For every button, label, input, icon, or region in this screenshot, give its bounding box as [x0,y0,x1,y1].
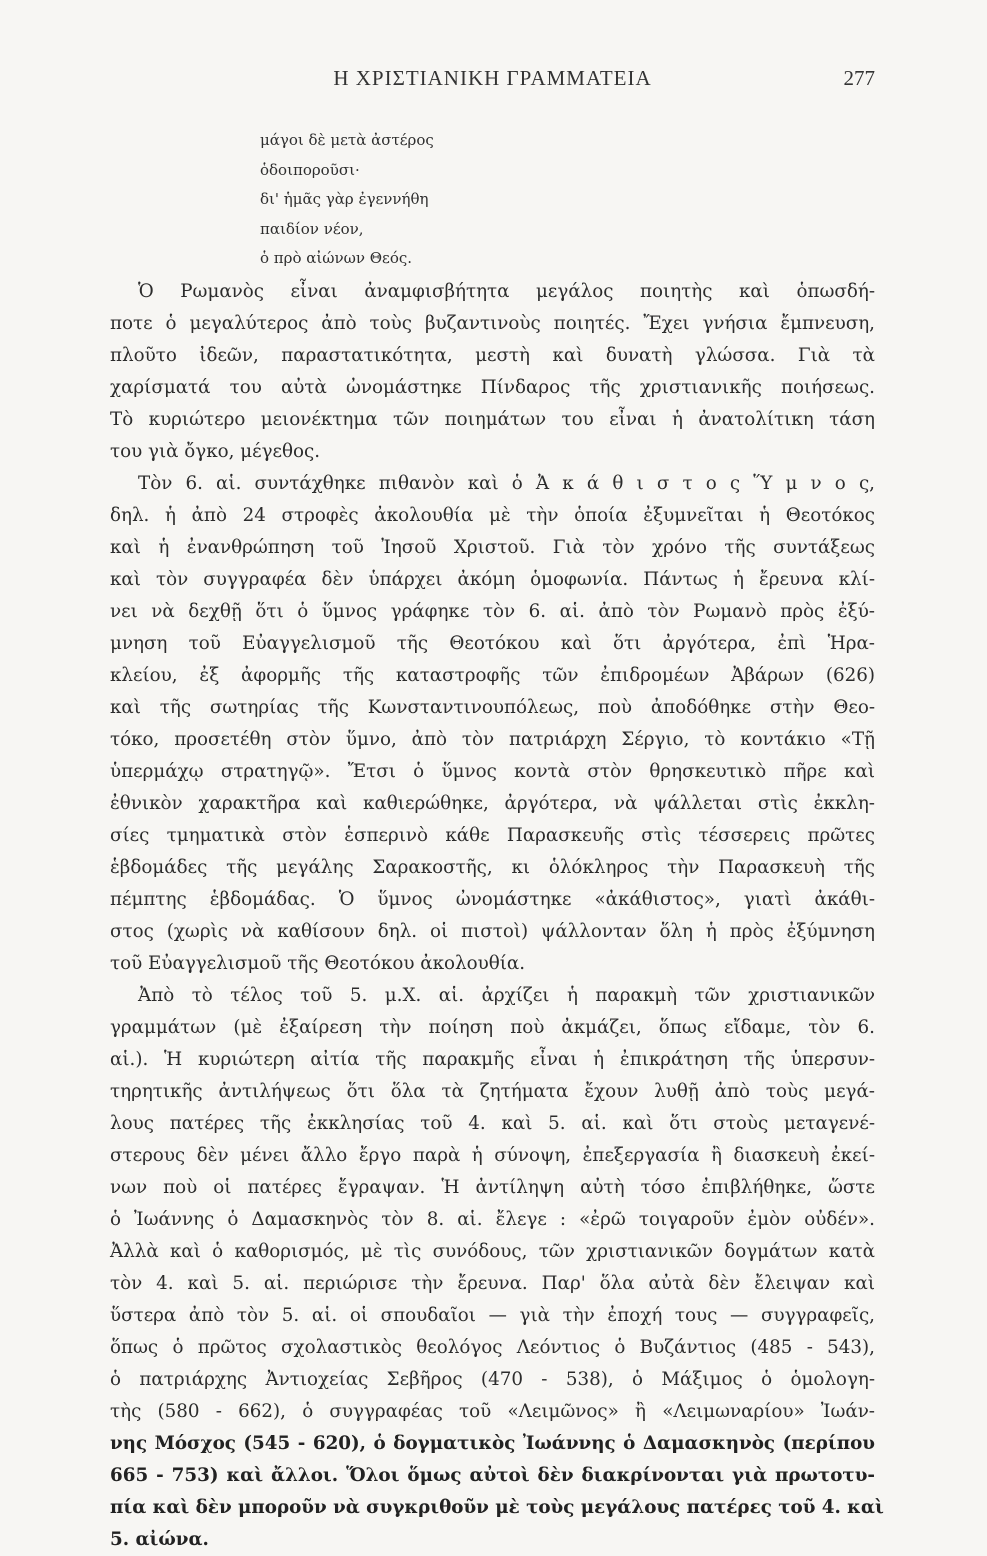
text-line: ὁ Ἰωάννης ὁ Δαμασκηνὸς τὸν 8. αἱ. ἔλεγε : «ἐρῶ τοιγαροῦν ἐμὸν οὐδέν». [110,1209,875,1230]
text-line: του γιὰ ὄγκο, μέγεθος. [110,441,321,462]
poem-line: παιδίον νέον, [260,219,364,238]
text-line: ὁ πατριάρχης Ἀντιοχείας Σεβῆρος (470 - 538), ὁ Μάξιμος ὁ ὁμολογη- [110,1369,875,1390]
text-line: ὕστερα ἀπὸ τὸν 5. αἱ. οἱ σπουδαῖοι — γιὰ τὴν ἐποχή τους — συγγραφεῖς, [110,1305,875,1326]
page-number: 277 [843,66,875,90]
text-line: νων ποὺ οἱ πατέρες ἔγραψαν. Ἡ ἀντίληψη αὐτὴ τόσο ἐπιβλήθηκε, ὥστε [110,1177,875,1198]
text-line: Ἀπὸ τὸ τέλος τοῦ 5. μ.Χ. αἱ. ἀρχίζει ἡ παρακμὴ τῶν χριστιανικῶν [138,985,875,1006]
poem-line: ὁδοιποροῦσι· [260,160,360,179]
text-line: σίες τμηματικὰ στὸν ἑσπερινὸ κάθε Παρασκευῆς στὶς τέσσερεις πρῶτες [110,825,875,846]
text-line: νει νὰ δεχθῇ ὅτι ὁ ὕμνος γράφηκε τὸν 6. αἱ. ἀπὸ τὸν Ρωμανὸ πρὸς ἐξύ- [110,601,875,622]
text-line: ποτε ὁ μεγαλύτερος ἀπὸ τοὺς βυζαντινοὺς ποιητές. Ἔχει γνήσια ἔμπνευση, [110,313,875,334]
text-line: τοῦ Εὐαγγελισμοῦ τῆς Θεοτόκου ἀκολουθία. [110,953,526,974]
text-line: πία καὶ δὲν μποροῦν νὰ συγκριθοῦν μὲ τοὺς μεγάλους πατέρες τοῦ 4. καὶ [110,1497,884,1518]
text-line: μνηση τοῦ Εὐαγγελισμοῦ τῆς Θεοτόκου καὶ ὅτι ἀργότερα, ἐπὶ Ἡρα- [110,633,875,654]
text-line: Τὸν 6. αἱ. συντάχθηκε πιθανὸν καὶ ὁ Ἀ κ ά θ ι σ τ ο ς Ὕ μ ν ο ς, [138,473,875,494]
poem-line: μάγοι δὲ μετὰ ἀστέρος [260,131,434,149]
poem-line: δι' ἡμᾶς γὰρ ἐγεννήθη [260,190,429,208]
text-line: ἐθνικὸν χαρακτῆρα καὶ καθιερώθηκε, ἀργότερα, νὰ ψάλλεται στὶς ἐκκλη- [110,793,875,814]
body-text [110,276,884,1556]
text-line: στερους δὲν μένει ἄλλο ἔργο παρὰ ἡ σύνοψη, ἐπεξεργασία ἢ διασκευὴ ἐκεί- [110,1145,875,1166]
text-line: τόκο, προσετέθη στὸν ὕμνο, ἀπὸ τὸν πατριάρχη Σέργιο, τὸ κοντάκιο «Τῇ [110,729,875,750]
text-line: τηρητικῆς ἀντιλήψεως ὅτι ὅλα τὰ ζητήματα ἔχουν λυθῇ ἀπὸ τοὺς μεγά- [110,1081,875,1102]
text-line: 665 - 753) καὶ ἄλλοι. Ὅλοι ὅμως αὐτοὶ δὲν διακρίνονται γιὰ πρωτοτυ- [110,1465,875,1486]
text-line: γραμμάτων (μὲ ἐξαίρεση τὴν ποίηση ποὺ ἀκμάζει, ὅπως εἴδαμε, τὸν 6. [110,1017,875,1038]
text-line: καὶ τῆς σωτηρίας τῆς Κωνσταντινουπόλεως, ποὺ ἀποδόθηκε στὴν Θεο- [110,697,875,718]
text-line: Ὁ Ρωμανὸς εἶναι ἀναμφισβήτητα μεγάλος ποιητὴς καὶ ὁπωσδή- [138,281,875,302]
running-header [110,66,875,96]
text-line: ἑβδομάδες τῆς μεγάλης Σαρακοστῆς, κι ὁλόκληρος τὴν Παρασκευὴ τῆς [110,857,875,878]
text-line: τὸν 4. καὶ 5. αἱ. περιώρισε τὴν ἔρευνα. Παρ' ὅλα αὐτὰ δὲν ἔλειψαν καὶ [110,1273,875,1294]
text-line: νης Μόσχος (545 - 620), ὁ δογματικὸς Ἰωάννης ὁ Δαμασκηνὸς (περίπου [110,1433,875,1454]
text-line: τὴς (580 - 662), ὁ συγγραφέας τοῦ «Λειμῶνος» ἢ «Λειμωναρίου» Ἰωάν- [110,1401,875,1422]
text-line: πλοῦτο ἰδεῶν, παραστατικότητα, μεστὴ καὶ δυνατὴ γλώσσα. Γιὰ τὰ [110,345,875,366]
poem-line: ὁ πρὸ αἰώνων Θεός. [260,249,413,267]
text-line: ὑπερμάχῳ στρατηγῷ». Ἔτσι ὁ ὕμνος κοντὰ στὸν θρησκευτικὸ πῆρε καὶ [110,761,875,782]
text-line: καὶ ἡ ἐνανθρώπηση τοῦ Ἰησοῦ Χριστοῦ. Γιὰ τὸν χρόνο τῆς συντάξεως [110,537,875,558]
running-title: Η ΧΡΙΣΤΙΑΝΙΚΗ ΓΡΑΜΜΑΤΕΙΑ [333,66,652,90]
text-line: ὅπως ὁ πρῶτος σχολαστικὸς θεολόγος Λεόντιος ὁ Βυζάντιος (485 - 543), [110,1337,875,1358]
text-line: Τὸ κυριώτερο μειονέκτημα τῶν ποιημάτων του εἶναι ἡ ἀνατολίτικη τάση [110,409,875,430]
hymn-quotation [260,126,660,274]
text-line: αἱ.). Ἡ κυριώτερη αἰτία τῆς παρακμῆς εἶναι ἡ ἐπικράτηση τῆς ὑπερσυν- [110,1049,875,1070]
text-line: 5. αἰώνα. [110,1529,209,1550]
text-line: χαρίσματά του αὐτὰ ὠνομάστηκε Πίνδαρος τῆς χριστιανικῆς ποιήσεως. [110,377,875,398]
text-line: πέμπτης ἑβδομάδας. Ὁ ὕμνος ὠνομάστηκε «ἀκάθιστος», γιατὶ ἀκάθι- [110,889,875,910]
text-line: Ἀλλὰ καὶ ὁ καθορισμός, μὲ τὶς συνόδους, τῶν χριστιανικῶν δογμάτων κατὰ [110,1241,875,1262]
text-line: στος (χωρὶς νὰ καθίσουν δηλ. οἱ πιστοὶ) ψάλλονταν ὅλη ἡ πρὸς ἐξύμνηση [110,921,875,942]
text-line: κλείου, ἐξ ἀφορμῆς τῆς καταστροφῆς τῶν ἐπιδρομέων Ἀβάρων (626) [110,665,875,686]
text-line: λους πατέρες τῆς ἐκκλησίας τοῦ 4. καὶ 5. αἱ. καὶ ὅτι στοὺς μεταγενέ- [110,1113,875,1134]
text-line: δηλ. ἡ ἀπὸ 24 στροφὲς ἀκολουθία μὲ τὴν ὁποία ἐξυμνεῖται ἡ Θεοτόκος [110,505,875,526]
text-line: καὶ τὸν συγγραφέα δὲν ὑπάρχει ἀκόμη ὁμοφωνία. Πάντως ἡ ἔρευνα κλί- [110,569,875,590]
